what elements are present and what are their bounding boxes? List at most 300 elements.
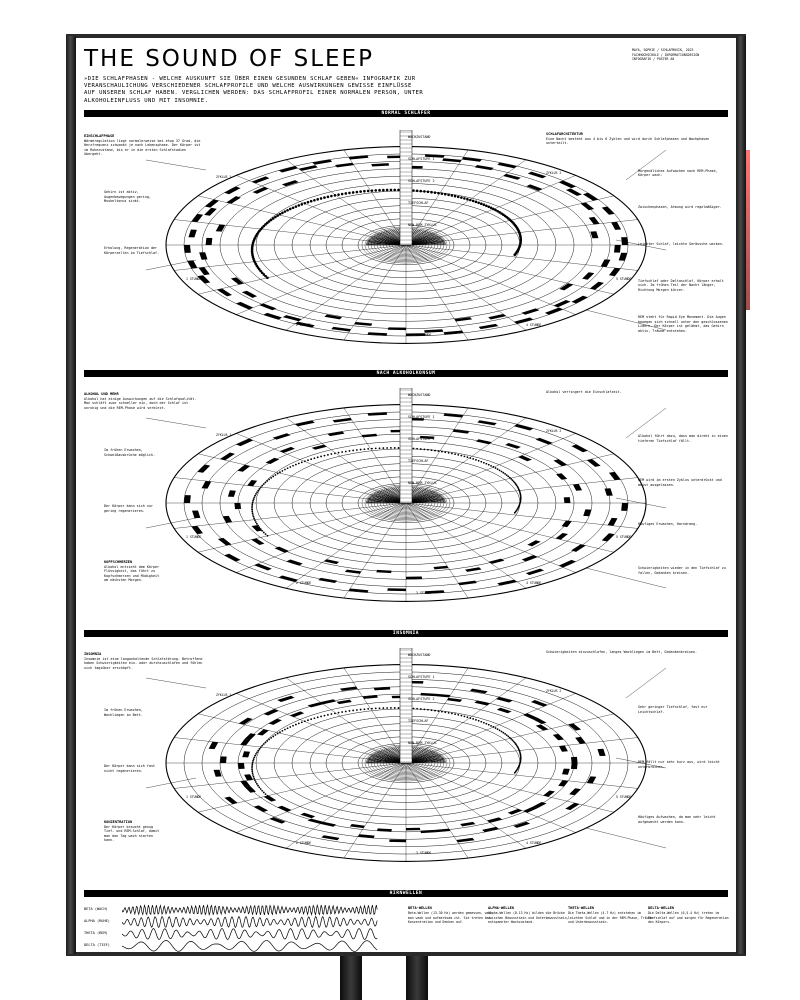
section-heading-insomnia: INSOMNIA xyxy=(84,630,728,637)
rem-dot xyxy=(501,471,503,473)
poster xyxy=(76,38,736,952)
rem-dot xyxy=(337,193,340,196)
sleep-stage-block xyxy=(312,159,332,164)
rem-dot xyxy=(307,459,309,461)
rem-dot xyxy=(251,509,253,511)
rem-dot xyxy=(492,726,494,728)
annotation-text: Im frühen Erwachen, Schweißausbrüche möglich. xyxy=(104,448,156,457)
section-heading-brainwaves: HIRNWELLEN xyxy=(84,890,728,897)
sleep-stage-block xyxy=(587,459,601,467)
rem-dot xyxy=(261,745,263,747)
rem-dot xyxy=(341,711,343,713)
rem-dot xyxy=(423,709,425,711)
sleep-stage-block xyxy=(188,229,196,237)
rem-dot xyxy=(301,721,303,723)
rem-dot xyxy=(416,708,418,710)
sleep-stage-block xyxy=(503,174,521,180)
annotation-text: Erholung, Regeneration der Körperzellen im Tiefschlaf. xyxy=(104,246,160,255)
rem-dot xyxy=(251,771,253,773)
rem-dot xyxy=(469,457,471,459)
wave-row xyxy=(84,916,384,928)
annotation-right xyxy=(546,650,726,655)
sleep-stage-block xyxy=(420,693,435,696)
rem-dot xyxy=(460,715,462,717)
rem-dot xyxy=(317,456,319,458)
rem-dot xyxy=(504,473,506,475)
wave-path xyxy=(122,929,377,940)
rem-dot xyxy=(416,448,418,450)
annotation-text: Schwierigkeiten wieder in den Tiefschlaf zu fallen, Gedanken kreisen. xyxy=(638,566,726,575)
annotation-left xyxy=(84,392,204,410)
sleep-stage-block xyxy=(265,458,279,464)
rem-dot xyxy=(466,456,468,458)
wave-path xyxy=(122,905,377,915)
rem-dot xyxy=(463,197,466,200)
sleep-stage-block xyxy=(533,802,547,808)
rem-dot xyxy=(257,785,259,787)
rem-dot xyxy=(256,751,258,753)
rem-dot xyxy=(261,485,263,487)
rem-dot xyxy=(509,737,511,739)
rem-dot xyxy=(330,195,333,198)
rem-dot xyxy=(430,191,433,194)
sleep-stage-block xyxy=(528,172,547,179)
rem-dot xyxy=(341,193,344,196)
sleep-diagram-normal xyxy=(146,130,666,360)
sleep-stage-block xyxy=(559,560,576,567)
sleep-stage-block xyxy=(559,746,568,752)
rem-dot xyxy=(497,728,499,730)
cycle-label: 3 STUNDE xyxy=(416,333,432,337)
rem-dot xyxy=(263,743,265,745)
rem-dot xyxy=(510,478,512,480)
rem-dot xyxy=(316,198,319,201)
sleep-stage-block xyxy=(482,827,499,832)
rem-dot xyxy=(252,502,254,504)
rem-dot xyxy=(253,496,255,498)
rem-dot xyxy=(507,475,509,477)
annotation-left xyxy=(104,448,164,457)
rem-dot xyxy=(292,465,294,467)
rem-dot xyxy=(431,709,433,711)
rem-dot xyxy=(495,727,497,729)
annotation-right xyxy=(638,205,728,210)
rem-dot xyxy=(268,479,270,481)
rem-dot xyxy=(253,498,255,500)
rem-dot xyxy=(360,449,362,451)
sleep-stage-block xyxy=(224,797,237,804)
rem-dot xyxy=(344,192,347,195)
rem-dot xyxy=(324,455,326,457)
rem-dot xyxy=(444,193,447,196)
ring-label: WACHZUSTAND xyxy=(408,393,431,397)
rem-dot xyxy=(301,461,303,463)
leader-line xyxy=(146,518,196,528)
rem-dot xyxy=(423,190,426,193)
ring-label: TIEFSCHLAF xyxy=(408,201,429,205)
sleep-stage-block xyxy=(447,698,462,702)
sleep-stage-block xyxy=(240,739,250,745)
sleep-stage-block xyxy=(252,176,270,183)
wave-description xyxy=(568,906,656,924)
rem-dot xyxy=(352,710,354,712)
rem-dot xyxy=(352,450,354,452)
wave-desc-text: Beta-Wellen (13-30 Hz) werden gemessen, wenn man wach und aufmerksam ist. Sie treten bei Konzentration und Denken auf. xyxy=(408,911,493,924)
rem-dot xyxy=(367,708,369,710)
rem-dot xyxy=(345,451,347,453)
sleep-stage-block xyxy=(264,709,279,715)
rem-dot xyxy=(477,201,480,204)
sleep-stage-block xyxy=(611,222,621,230)
sleep-stage-block xyxy=(442,158,461,162)
rem-dot xyxy=(307,201,310,204)
rem-dot xyxy=(464,455,466,457)
hour-spoke xyxy=(406,503,526,588)
rem-dot xyxy=(256,523,258,525)
rem-dot xyxy=(483,722,485,724)
frame-right-edge xyxy=(736,36,746,954)
rem-dot xyxy=(423,449,425,451)
wave-description xyxy=(488,906,576,924)
rem-dot xyxy=(386,189,389,192)
rem-dot xyxy=(281,212,284,215)
rem-dot xyxy=(492,466,494,468)
rem-dot xyxy=(327,454,329,456)
rem-dot xyxy=(252,760,254,762)
sleep-stage-block xyxy=(475,165,494,170)
rem-dot xyxy=(441,451,443,453)
sleep-stage-block xyxy=(236,439,253,446)
rem-dot xyxy=(438,450,440,452)
ring-label: NON REM ZYKLUS xyxy=(408,481,437,485)
rem-dot xyxy=(267,795,269,797)
sleep-stage-block xyxy=(590,231,598,238)
rem-dot xyxy=(501,731,503,733)
rem-dot xyxy=(472,458,474,460)
hour-spoke xyxy=(344,245,406,340)
rem-dot xyxy=(420,708,422,710)
rem-dot xyxy=(282,730,284,732)
meta-line: INFOGRAFIK / POSTER A0 xyxy=(632,57,675,62)
rem-dot xyxy=(514,772,516,774)
cycle-label: ZYKLUS 1 xyxy=(216,175,232,179)
wave-label: BETA (WACH) xyxy=(84,907,108,911)
rem-dot xyxy=(475,459,477,461)
hour-spoke xyxy=(406,245,576,315)
annotation-right xyxy=(546,132,726,146)
rem-dot xyxy=(382,447,384,449)
annotation-right xyxy=(638,522,728,527)
rem-dot xyxy=(375,708,377,710)
rem-dot xyxy=(279,731,281,733)
annotation-text: REM steht für Rapid Eye Movement. Die Augen bewegen sich schnell unter den geschlossenen Lidern. Der Körper ist gelähmt, das Gehirn aktiv, Träume entstehen. xyxy=(638,315,728,333)
annotation-text: Sehr geringer Tiefschlaf, fast nur Leichtschlaf. xyxy=(638,705,708,714)
sleep-stage-block xyxy=(240,781,250,787)
sleep-stage-block xyxy=(406,828,420,831)
rem-dot xyxy=(251,505,253,507)
ring-label: WACHZUSTAND xyxy=(408,653,431,657)
annotation-right xyxy=(546,390,726,395)
rem-dot xyxy=(378,189,381,192)
wave-row xyxy=(84,940,384,952)
rem-dot xyxy=(398,707,400,709)
rem-dot xyxy=(260,788,262,790)
sleep-stage-block xyxy=(345,570,361,574)
rem-dot xyxy=(255,493,257,495)
rem-dot xyxy=(300,203,303,206)
annotation-left xyxy=(84,134,204,157)
hour-spoke xyxy=(286,503,406,588)
rem-dot xyxy=(375,448,377,450)
rem-dot xyxy=(348,192,351,195)
rem-dot xyxy=(338,452,340,454)
sleep-stage-block xyxy=(192,214,203,222)
rem-dot xyxy=(431,449,433,451)
annotation-left xyxy=(104,190,164,204)
rem-dot xyxy=(253,756,255,758)
rem-dot xyxy=(390,707,392,709)
rem-dot xyxy=(454,195,457,198)
rem-dot xyxy=(259,488,261,490)
poster-intro: »DIE SCHLAFPHASEN - WELCHE AUSKUNFT SIE ÜBER EINEN GESUNDEN SCHLAF GEBEN« INFOGRAFIK ZUR VERANSCHAULICHUNG VERSCHIEDENER SCHLAFPROFILE UND WELCHE AUSWIRKUNGEN GEWISSE EINFLÜSSE AUF UNSEREN SCHLAF HABEN. VERGLICHEN WERDEN: DAS SCHLAFPROFIL EINER NORMALEN PERSON, UNTER ALKOHOLEINFLUSS UND MIT INSOMNIE. xyxy=(84,76,424,104)
wave-row xyxy=(84,928,384,940)
rem-dot xyxy=(367,190,370,193)
rem-dot xyxy=(338,712,340,714)
rem-dot xyxy=(263,792,265,794)
sleep-stage-block xyxy=(571,763,578,769)
rem-dot xyxy=(251,511,253,513)
rem-dot xyxy=(314,457,316,459)
ring-label: SCHLAFSTUFE 1 xyxy=(408,675,435,679)
rem-dot xyxy=(499,729,501,731)
vertical-scale xyxy=(400,388,412,503)
rem-dot xyxy=(289,466,291,468)
sleep-stage-block xyxy=(350,824,365,828)
sleep-stage-block xyxy=(277,696,294,702)
rem-dot xyxy=(510,738,512,740)
annotation-right xyxy=(638,434,728,443)
cycle-label: 5 STUNDE xyxy=(616,535,632,539)
sleep-stage-block xyxy=(571,296,587,304)
rem-dot xyxy=(310,718,312,720)
sleep-stage-block xyxy=(252,187,268,194)
rem-dot xyxy=(457,714,459,716)
rem-dot xyxy=(251,503,253,505)
rem-dot xyxy=(438,710,440,712)
sleep-stage-block xyxy=(367,412,387,415)
annotation-text: Wärmeregulation liegt normalerweise bei etwa 37 Grad, die Herzfrequenz schwankt je nach Lebensphase. Der Körper ist im Ruhezustand, bis er in die ersten Schlafstadien übergeht. xyxy=(84,138,201,156)
rem-dot xyxy=(284,729,286,731)
sleep-stage-block xyxy=(286,560,302,566)
sleep-stage-block xyxy=(458,581,477,586)
rem-dot xyxy=(475,201,478,204)
sleep-stage-block xyxy=(619,253,627,261)
sleep-stage-block xyxy=(553,734,564,740)
sleep-stage-block xyxy=(406,577,422,580)
sleep-stage-block xyxy=(420,830,435,833)
sleep-stage-block xyxy=(608,518,618,526)
annotation-left xyxy=(104,764,164,773)
rem-dot xyxy=(304,460,306,462)
rem-dot xyxy=(276,214,279,217)
hour-spoke xyxy=(406,763,468,858)
sleep-stage-block xyxy=(556,473,567,480)
sleep-stage-block xyxy=(566,188,582,196)
sleep-stage-block xyxy=(597,749,605,756)
rem-dot xyxy=(416,189,419,192)
rem-dot xyxy=(434,710,436,712)
annotation-left xyxy=(104,246,164,255)
annotation-heading: EINSCHLAFPHASE xyxy=(84,134,115,138)
rem-dot xyxy=(298,723,300,725)
rem-dot xyxy=(265,793,267,795)
rem-dot xyxy=(292,206,295,209)
wave-label: DELTA (TIEF) xyxy=(84,943,110,947)
rem-dot xyxy=(314,717,316,719)
rem-dot xyxy=(279,213,282,216)
annotation-left xyxy=(104,820,164,843)
rem-dot xyxy=(265,742,267,744)
sleep-stage-block xyxy=(562,769,570,775)
rem-dot xyxy=(464,715,466,717)
rem-dot xyxy=(313,199,316,202)
rem-dot xyxy=(457,196,460,199)
rem-dot xyxy=(363,708,365,710)
rem-dot xyxy=(252,762,254,764)
cycle-label: 4 STUNDE xyxy=(526,841,542,845)
rem-dot xyxy=(420,448,422,450)
hour-spoke xyxy=(198,503,406,552)
rem-dot xyxy=(255,753,257,755)
rem-dot xyxy=(254,755,256,757)
rem-dot xyxy=(274,216,277,219)
annotation-text: REM wird im ersten Zyklus unterdrückt und meist ausgelassen. xyxy=(638,478,722,487)
rem-dot xyxy=(307,719,309,721)
rem-dot xyxy=(272,217,275,220)
rem-dot xyxy=(367,448,369,450)
wave-desc-head: BETA-WELLEN xyxy=(408,906,432,910)
rem-dot xyxy=(252,514,254,516)
rem-dot xyxy=(320,456,322,458)
annotation-right xyxy=(638,242,728,247)
rem-dot xyxy=(251,763,253,765)
annotation-right xyxy=(638,169,728,178)
sleep-stage-block xyxy=(206,238,213,245)
sleep-stage-block xyxy=(254,805,268,812)
rem-dot xyxy=(382,707,384,709)
ring-label: NON REM ZYKLUS xyxy=(408,741,437,745)
rem-dot xyxy=(255,781,257,783)
rem-dot xyxy=(289,208,292,211)
sleep-stage-block xyxy=(589,217,600,224)
wave-path xyxy=(122,941,377,952)
rem-dot xyxy=(457,454,459,456)
rem-dot xyxy=(320,716,322,718)
rem-dot xyxy=(394,707,396,709)
sleep-stage-block xyxy=(220,756,227,763)
rem-dot xyxy=(514,512,516,514)
rem-dot xyxy=(434,191,437,194)
rem-dot xyxy=(254,779,256,781)
sleep-stage-block xyxy=(564,497,571,503)
rem-dot xyxy=(268,739,270,741)
rem-dot xyxy=(506,734,508,736)
rem-dot xyxy=(472,200,475,203)
rem-dot xyxy=(323,196,326,199)
annotation-text: Alkohol hat einige Auswirkungen auf die Schlafqualität. Man schläft zwar schneller ein, doch der Schlaf ist unruhig und die REM-Phase wird verkürzt. xyxy=(84,396,197,410)
rem-dot xyxy=(287,467,289,469)
annotation-text: Gehirn ist aktiv, Augenbewegungen gering, Muskeltonus sinkt. xyxy=(104,190,151,203)
cycle-label: 5 STUNDE xyxy=(616,277,632,281)
rem-dot xyxy=(371,448,373,450)
sleep-stage-block xyxy=(192,526,203,534)
cycle-label: 4 STUNDE xyxy=(526,323,542,327)
leader-line xyxy=(586,828,666,848)
rem-dot xyxy=(490,207,493,210)
sleep-stage-block xyxy=(387,588,406,591)
rem-dot xyxy=(274,734,276,736)
rem-dot xyxy=(289,726,291,728)
sleep-stage-block xyxy=(331,327,351,332)
leader-line xyxy=(146,260,196,270)
wave-label: ALPHA (RUHE) xyxy=(84,919,110,923)
rem-dot xyxy=(427,709,429,711)
sleep-stage-block xyxy=(202,481,212,489)
rem-dot xyxy=(363,448,365,450)
cycle-label: 2 STUNDE xyxy=(296,323,312,327)
rem-dot xyxy=(469,199,472,202)
sleep-stage-block xyxy=(460,822,475,826)
annotation-text: Zwischenphasen, Atmung wird regelmäßiger. xyxy=(638,205,722,210)
rem-dot xyxy=(507,735,509,737)
rem-dot xyxy=(480,202,483,205)
sleep-stage-block xyxy=(199,252,207,260)
sleep-stage-block xyxy=(242,751,250,757)
rem-dot xyxy=(260,746,262,748)
rem-dot xyxy=(382,189,385,192)
leader-line xyxy=(146,160,206,170)
sleep-stage-block xyxy=(218,538,232,546)
sleep-stage-block xyxy=(602,207,615,215)
hour-spoke xyxy=(174,503,406,528)
sleep-stage-block xyxy=(587,776,596,783)
rem-dot xyxy=(386,707,388,709)
rem-dot xyxy=(374,189,377,192)
rem-dot xyxy=(252,500,254,502)
sleep-stage-block xyxy=(318,578,337,583)
sleep-stage-block xyxy=(435,694,451,698)
rem-dot xyxy=(327,196,330,199)
sleep-stage-block xyxy=(526,569,544,576)
annotation-right xyxy=(638,566,728,575)
sleep-stage-block xyxy=(609,268,620,276)
sleep-stage-block xyxy=(217,289,232,297)
rem-dot xyxy=(253,778,255,780)
rem-dot xyxy=(480,461,482,463)
cycle-label: 2 STUNDE xyxy=(296,841,312,845)
rem-dot xyxy=(485,204,488,207)
section-heading-alcohol: NACH ALKOHOLKONSUM xyxy=(84,370,728,377)
sleep-stage-block xyxy=(259,303,276,310)
sleep-stage-block xyxy=(199,267,210,275)
annotation-text: Der Körper braucht genug Tief- und REM-Schlaf, damit man den Tag wach starten kann. xyxy=(104,824,160,842)
ring-label: SCHLAFSTUFE 2 xyxy=(408,179,435,183)
sleep-stage-block xyxy=(514,424,533,430)
annotation-left xyxy=(104,560,164,583)
rem-dot xyxy=(277,733,279,735)
cycle-label: 2 STUNDE xyxy=(296,581,312,585)
annotation-text: Alkohol führt dazu, dass man direkt in einen tieferen Tiefschlaf fällt. xyxy=(638,434,728,443)
